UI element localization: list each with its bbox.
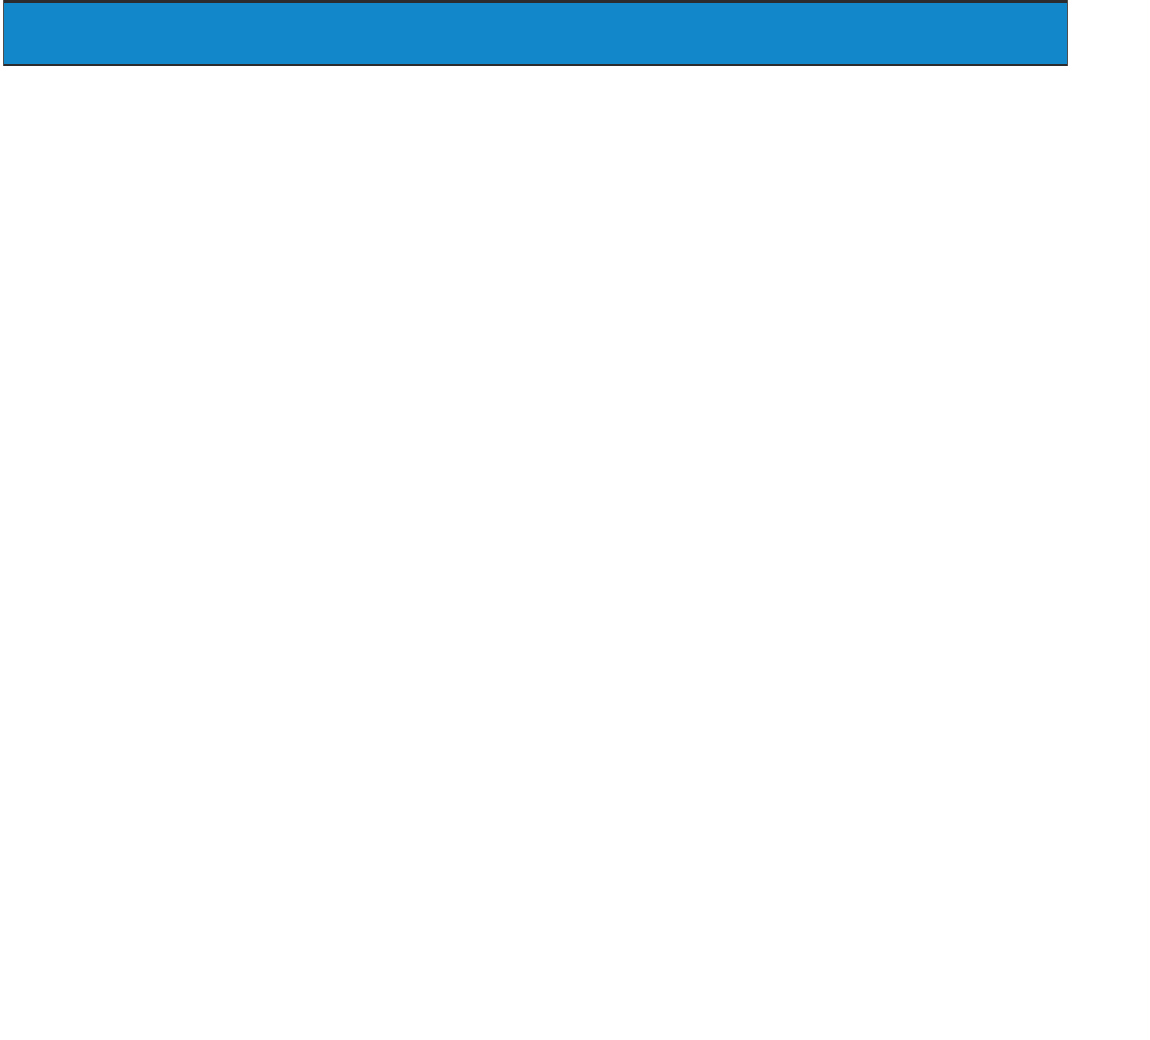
table-header-row: [4, 0, 1067, 66]
pump-spec-table: [3, 0, 1068, 66]
